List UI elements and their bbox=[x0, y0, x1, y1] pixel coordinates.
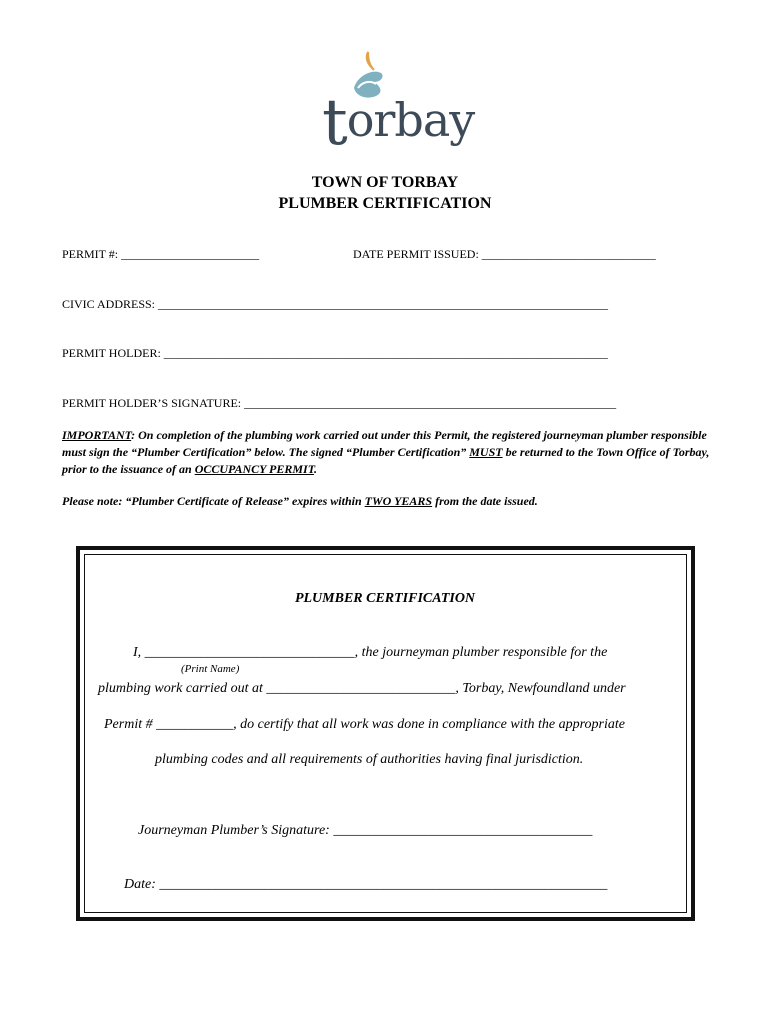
important-text: be returned to the Town Office of Torbay, prior to the issuance of an bbox=[62, 445, 710, 476]
important-text: : On completion of the plumbing work carried out under this Permit, the registered journeyman plumber responsible must sign the “Plumber Certification” below. The signed “Plumber Certification” bbox=[62, 428, 707, 459]
note-text: Please note: “Plumber Certificate of Release” expires within bbox=[62, 494, 365, 508]
permit-holder-signature-field[interactable]: PERMIT HOLDER’S SIGNATURE: ______________________________________________________________ bbox=[62, 396, 617, 410]
two-years-emphasis: TWO YEARS bbox=[364, 494, 433, 508]
logo-wordmark: torbay bbox=[322, 86, 475, 160]
occupancy-permit-emphasis: OCCUPANCY PERMIT bbox=[194, 462, 314, 476]
work-location-line[interactable]: plumbing work carried out at ___________________________, Torbay, Newfoundland under bbox=[98, 681, 626, 696]
permit-number-field[interactable]: PERMIT #: _______________________ bbox=[62, 247, 260, 261]
permit-number-line[interactable]: Permit # ___________, do certify that all work was done in compliance with the appropriate bbox=[104, 717, 625, 732]
expiry-note bbox=[62, 494, 712, 509]
print-name-line[interactable]: I, ______________________________, the journeyman plumber responsible for the bbox=[133, 645, 608, 660]
must-emphasis: MUST bbox=[469, 445, 503, 459]
important-notice bbox=[62, 427, 712, 478]
important-label: IMPORTANT bbox=[62, 428, 132, 442]
page-title: PLUMBER CERTIFICATION bbox=[278, 195, 492, 212]
date-permit-issued-field[interactable]: DATE PERMIT ISSUED: _____________________________ bbox=[353, 247, 656, 261]
certification-title: PLUMBER CERTIFICATION bbox=[294, 591, 476, 606]
certification-date-line[interactable]: Date: ________________________________________________________________ bbox=[124, 877, 608, 892]
town-heading: TOWN OF TORBAY bbox=[311, 174, 459, 191]
certification-box-inner-border bbox=[84, 554, 687, 913]
civic-address-field[interactable]: CIVIC ADDRESS: ___________________________________________________________________________ bbox=[62, 297, 609, 311]
compliance-statement: plumbing codes and all requirements of authorities having final jurisdiction. bbox=[155, 752, 584, 767]
journeyman-signature-line[interactable]: Journeyman Plumber’s Signature: _____________________________________ bbox=[138, 823, 593, 838]
print-name-caption: (Print Name) bbox=[181, 663, 240, 675]
note-text: from the date issued. bbox=[432, 494, 538, 508]
important-text: . bbox=[313, 462, 317, 476]
permit-holder-field[interactable]: PERMIT HOLDER: __________________________________________________________________________ bbox=[62, 346, 608, 360]
